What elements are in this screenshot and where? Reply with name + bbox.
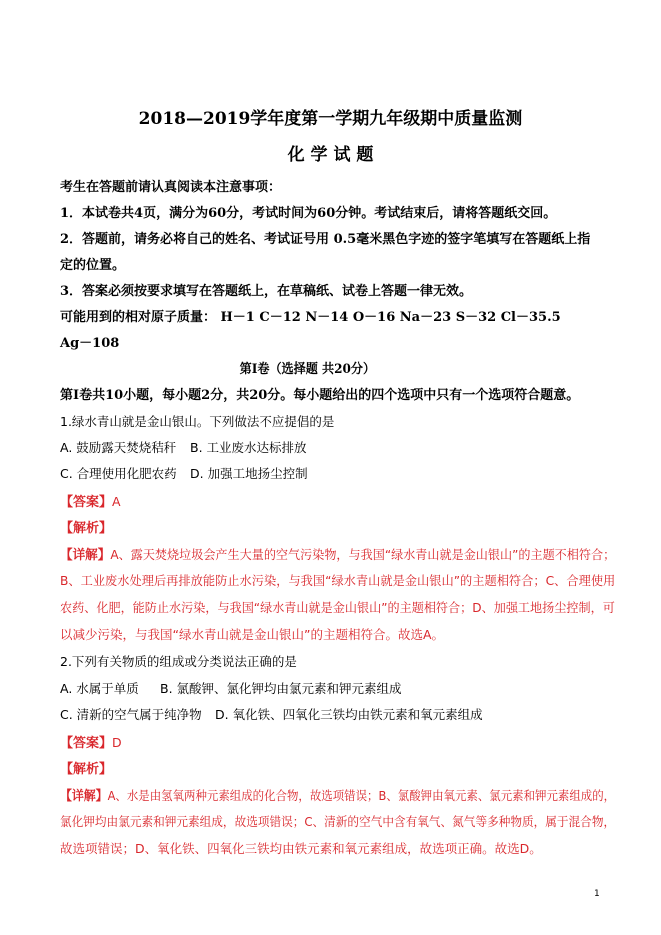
notice-item-2-line-1: 2．答题前，请务必将自己的姓名、考试证号用 0.5毫米黑色字迹的签字笔填写在答题纸上指	[60, 232, 591, 247]
question-1-detail-line-2: B、工业废水处理后再排放能防止水污染，与我国“绿水青山就是金山银山”的主题相符合；C、合理使用	[60, 573, 616, 588]
notice-item-2-line-2: 定的位置。	[60, 258, 126, 273]
question-2-option-b: B. 氯酸钾、氯化钾均由氯元素和钾元素组成	[160, 681, 402, 696]
question-2-detail-line-3: 故选项错误；D、氧化铁、四氧化三铁均由铁元素和氧元素组成，故选项正确。故选D。	[60, 841, 542, 856]
answer-label: 【答案】	[60, 736, 113, 751]
question-2-stem: 2.下列有关物质的组成或分类说法正确的是	[60, 654, 297, 669]
page-number: 1	[594, 889, 600, 899]
notice-item-3: 3．答案必须按要求填写在答题纸上，在草稿纸、试卷上答题一律无效。	[60, 284, 473, 299]
atomic-mass-line-2: Ag－108	[60, 336, 120, 351]
question-1-detail-line-3: 农药、化肥，能防止水污染，与我国“绿水青山就是金山银山”的主题相符合；D、加强工地扬尘控制，可	[60, 600, 615, 615]
question-2-detail-line-1	[60, 785, 615, 804]
question-1-answer	[60, 491, 121, 510]
detail-text: A、水是由氢氧两种元素组成的化合物，故选项错误；B、氯酸钾由氧元素、氯元素和钾元素组成的，	[107, 788, 616, 803]
detail-label: 【详解】	[60, 789, 108, 804]
question-2-answer	[60, 732, 122, 751]
section-title: 第Ⅰ卷（选择题 共20分）	[239, 362, 376, 377]
detail-label: 【详解】	[60, 548, 111, 563]
page-title: 2018—2019学年度第一学期九年级期中质量监测	[138, 109, 523, 129]
question-2-option-a: A. 水属于单质	[60, 681, 139, 696]
question-2-option-d: D. 氧化铁、四氧化三铁均由铁元素和氧元素组成	[215, 707, 483, 722]
answer-value: A	[112, 494, 121, 509]
section-instruction: 第Ⅰ卷共10小题，每小题2分，共20分。每小题给出的四个选项中只有一个选项符合题意。	[60, 388, 580, 403]
atomic-mass-line-1: 可能用到的相对原子质量： H－1 C－12 N－14 O－16 Na－23 S－32 Cl－35.5	[60, 310, 561, 325]
question-2-analysis-label: 【解析】	[60, 762, 113, 777]
question-1-detail-line-4: 以减少污染，与我国“绿水青山就是金山银山”的主题相符合。故选A。	[60, 627, 445, 642]
question-1-stem: 1.绿水青山就是金山银山。下列做法不应提倡的是	[60, 414, 335, 429]
question-1-option-b: B. 工业废水达标排放	[190, 440, 307, 455]
question-1-option-a: A. 鼓励露天焚烧秸秆	[60, 440, 177, 455]
notice-heading: 考生在答题前请认真阅读本注意事项：	[60, 180, 282, 195]
question-2-option-c: C. 清新的空气属于纯净物	[60, 707, 202, 722]
question-2-detail-line-2: 氯化钾均由氯元素和钾元素组成，故选项错误；C、清新的空气中含有氧气、氮气等多种物质，属于混合物，	[60, 814, 616, 829]
question-1-option-c: C. 合理使用化肥农药	[60, 466, 177, 481]
answer-label: 【答案】	[60, 495, 113, 510]
answer-value: D	[112, 735, 122, 750]
question-1-detail-line-1	[60, 544, 615, 563]
question-1-analysis-label: 【解析】	[60, 521, 113, 536]
notice-item-1: 1．本试卷共4页，满分为60分，考试时间为60分钟。考试结束后，请将答题纸交回。	[60, 206, 557, 221]
page-subtitle: 化 学 试 题	[287, 145, 374, 165]
question-1-option-d: D. 加强工地扬尘控制	[190, 466, 308, 481]
detail-text: A、露天焚烧垃圾会产生大量的空气污染物，与我国“绿水青山就是金山银山”的主题不相符合；	[110, 547, 616, 562]
